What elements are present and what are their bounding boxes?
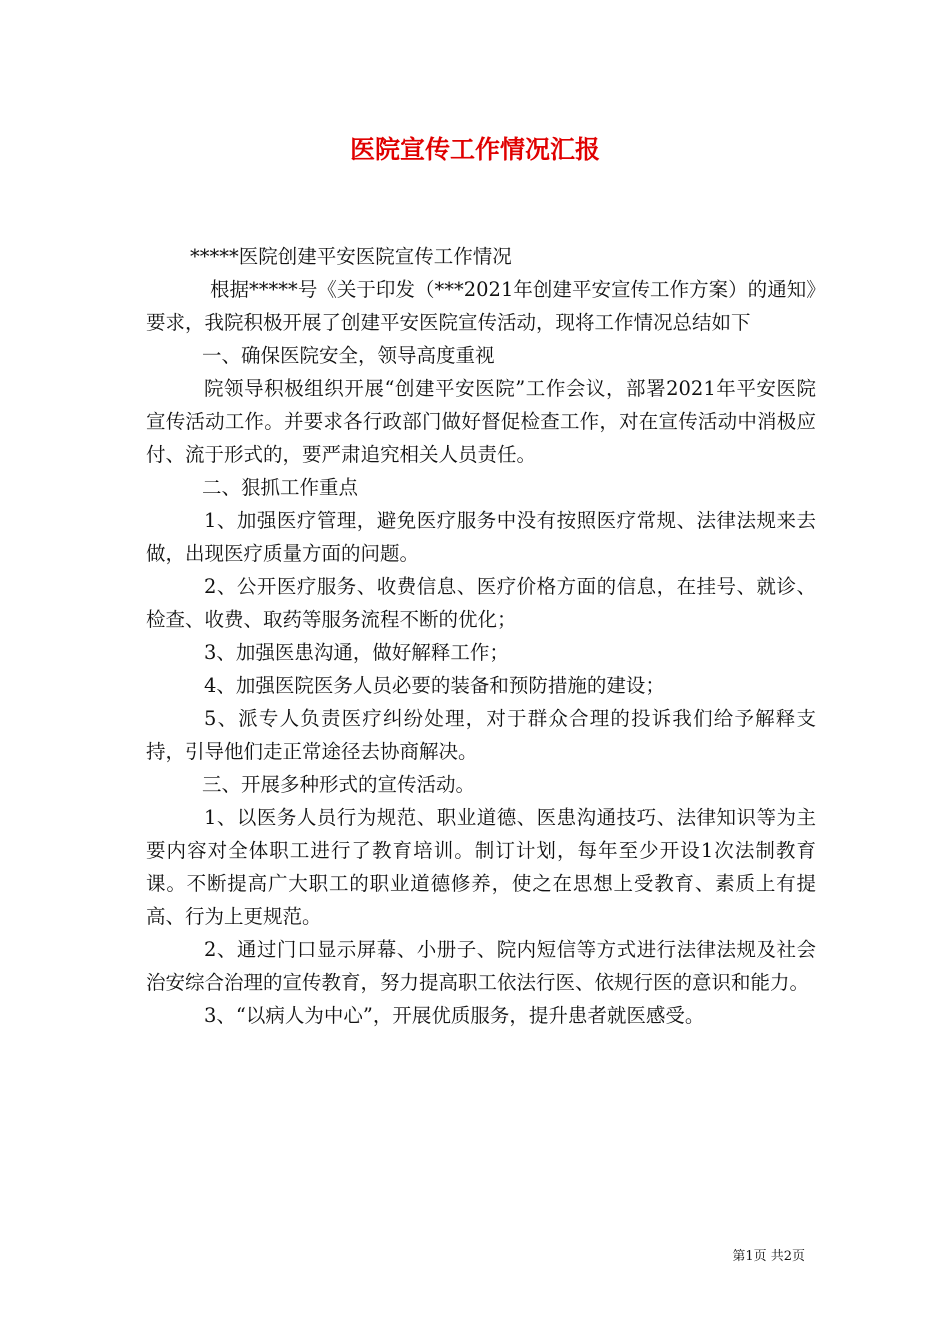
section-1-paragraph: 院领导积极组织开展“创建平安医院”工作会议，部署2021年平安医院宣传活动工作。并要求各行政部门做好督促检查工作，对在宣传活动中消极应付、流于形式的，要严肃追究相关人员责任。 <box>146 377 816 466</box>
list-item: 1、加强医疗管理，避免医疗服务中没有按照医疗常规、法律法规来去做，出现医疗质量方面的问题。 <box>146 509 816 565</box>
intro-paragraph: 根据*****号《关于印发（***2021年创建平安宣传工作方案）的通知》要求，我院积极开展了创建平安医院宣传活动，现将工作情况总结如下 <box>146 278 816 334</box>
list-item: 2、公开医疗服务、收费信息、医疗价格方面的信息，在挂号、就诊、检查、收费、取药等服务流程不断的优化； <box>146 575 816 631</box>
document-title: 医院宣传工作情况汇报 <box>349 135 600 164</box>
section-heading-1: 一、确保医院安全，领导高度重视 <box>202 344 495 367</box>
section-heading-3: 三、开展多种形式的宣传活动。 <box>202 773 476 796</box>
list-item: 2、通过门口显示屏幕、小册子、院内短信等方式进行法律法规及社会治安综合治理的宣传教育，努力提高职工依法行医、依规行医的意识和能力。 <box>146 938 816 994</box>
list-item: 1、以医务人员行为规范、职业道德、医患沟通技巧、法律知识等为主要内容对全体职工进行了教育培训。制订计划，每年至少开设1次法制教育课。不断提高广大职工的职业道德修养，使之在思想上受教育、素质上有提高、行为上更规范。 <box>146 806 816 928</box>
list-item: 4、加强医院医务人员必要的装备和预防措施的建设； <box>204 674 665 697</box>
document-body <box>146 240 816 1032</box>
list-item: 3、加强医患沟通，做好解释工作； <box>204 641 509 664</box>
list-item: 5、派专人负责医疗纠纷处理，对于群众合理的投诉我们给予解释支持，引导他们走正常途径去协商解决。 <box>146 707 816 763</box>
list-item: 3、“以病人为中心”，开展优质服务，提升患者就医感受。 <box>204 1004 705 1027</box>
section-heading-2: 二、狠抓工作重点 <box>202 476 359 499</box>
page-number: 第1页 共2页 <box>732 1249 805 1264</box>
intro-heading: *****医院创建平安医院宣传工作情况 <box>190 245 512 268</box>
